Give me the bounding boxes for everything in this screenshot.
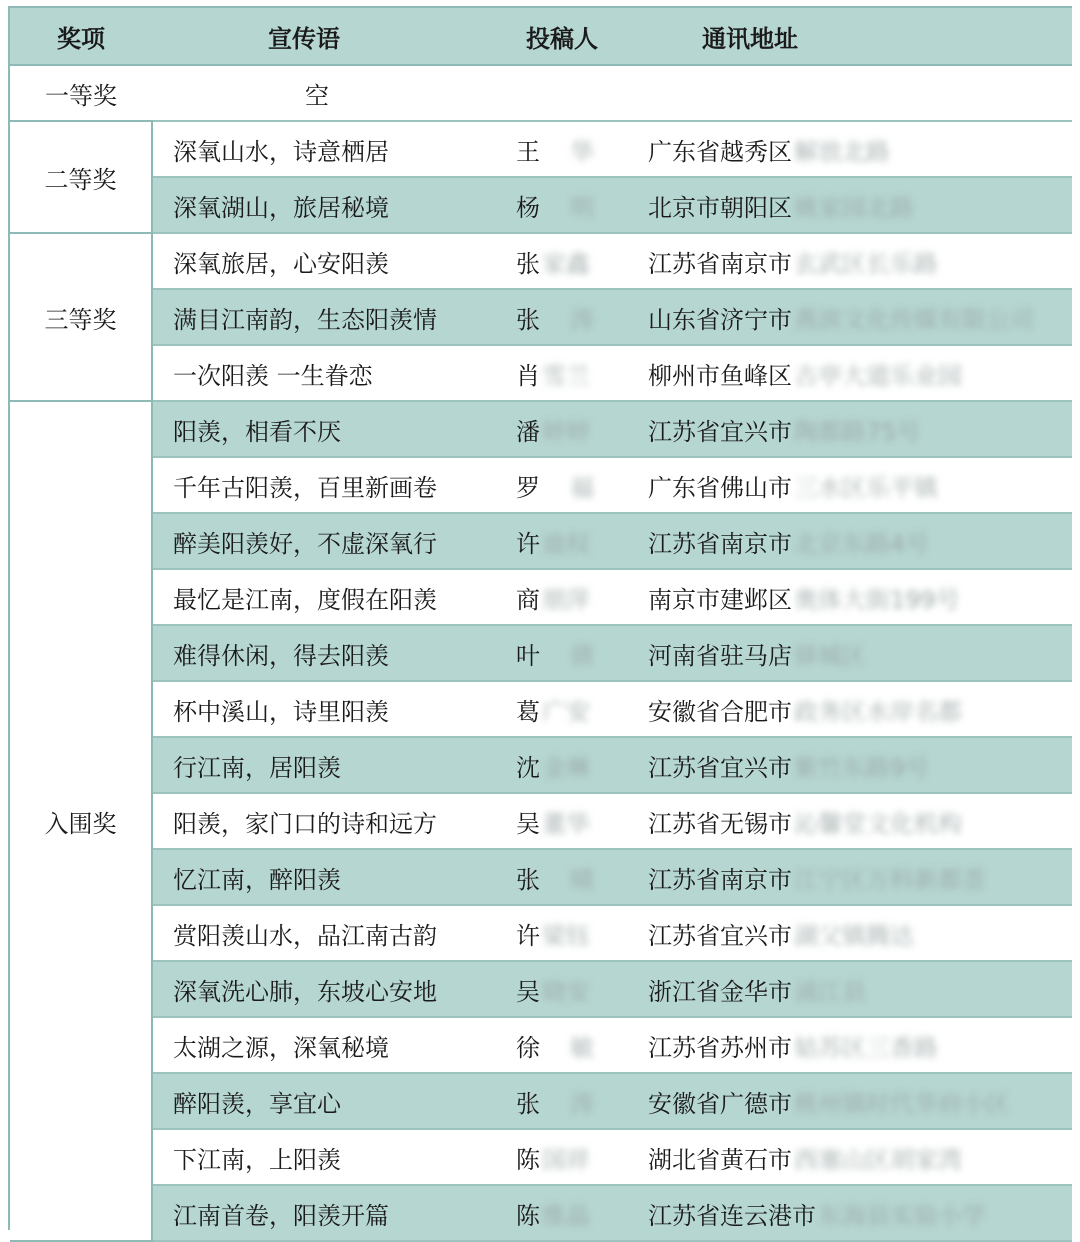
address-visible: 江苏省苏州市 (648, 1033, 792, 1062)
header-address: 通讯地址 (622, 8, 1072, 65)
address-blurred: 西塞山区胡家湾 (794, 1145, 962, 1174)
table-row (10, 345, 1072, 401)
address-blurred: 玄武区长乐路 (794, 249, 938, 278)
address-cell (622, 625, 1072, 681)
author-cell (482, 737, 622, 793)
author-cell (482, 849, 622, 905)
address-visible: 南京市建邺区 (648, 585, 792, 614)
author-name-blurred: 家鑫 (542, 249, 590, 278)
author-surname: 张 (516, 1089, 540, 1118)
address-cell (622, 457, 1072, 513)
address-cell (622, 177, 1072, 233)
address-blurred: 江宁区万科新都荟 (794, 865, 986, 894)
address-visible: 安徽省广德市 (648, 1089, 792, 1118)
table-row (10, 401, 1072, 457)
author-name-blurred: 国祥 (542, 1145, 590, 1174)
author-surname: 许 (516, 921, 540, 950)
author-cell (482, 345, 622, 401)
table-row (10, 457, 1072, 513)
address-blurred: 燕滨文化传媒有限公司 (794, 305, 1034, 334)
author-surname: 吴 (516, 809, 540, 838)
slogan-cell: 难得休闲，得去阳羡 (152, 625, 482, 681)
slogan-cell: 忆江南，醉阳羡 (152, 849, 482, 905)
table-row (10, 681, 1072, 737)
author-cell (482, 401, 622, 457)
author-name-blurred: 明 (570, 193, 594, 222)
address-visible: 江苏省南京市 (648, 865, 792, 894)
table-row (10, 65, 1072, 121)
author-surname: 张 (516, 249, 540, 278)
address-blurred: 解放北路 (794, 137, 890, 166)
author-cell (482, 289, 622, 345)
address-cell (622, 793, 1072, 849)
author-surname: 徐 (516, 1033, 540, 1062)
address-cell (622, 1129, 1072, 1185)
author-surname: 张 (516, 865, 540, 894)
award-cell: 三等奖 (10, 233, 152, 401)
address-cell (622, 65, 1072, 121)
author-cell (482, 233, 622, 289)
author-cell (482, 1129, 622, 1185)
table-row (10, 793, 1072, 849)
address-blurred: 姑苏区三香路 (794, 1033, 938, 1062)
address-blurred: 政务区水岸名都 (794, 697, 962, 726)
table-row (10, 905, 1072, 961)
slogan-cell: 最忆是江南，度假在阳羡 (152, 569, 482, 625)
slogan-cell: 太湖之源，深氧秘境 (152, 1017, 482, 1073)
address-cell (622, 513, 1072, 569)
author-cell (482, 1017, 622, 1073)
address-visible: 浙江省金华市 (648, 977, 792, 1006)
slogan-cell: 阳羡，家门口的诗和远方 (152, 793, 482, 849)
author-name-blurred: 维晶 (542, 1201, 590, 1230)
slogan-cell: 江南首卷，阳羡开篇 (152, 1185, 482, 1241)
address-visible: 江苏省南京市 (648, 529, 792, 558)
author-surname: 沈 (516, 753, 540, 782)
author-cell (482, 177, 622, 233)
address-cell (622, 289, 1072, 345)
author-cell (482, 1185, 622, 1241)
slogan-cell: 深氧旅居，心安阳羡 (152, 233, 482, 289)
address-blurred: 奥体大街199号 (794, 585, 960, 614)
table-row (10, 177, 1072, 233)
address-cell (622, 233, 1072, 289)
address-visible: 广东省越秀区 (648, 137, 792, 166)
author-cell (482, 1073, 622, 1129)
address-visible: 江苏省宜兴市 (648, 753, 792, 782)
address-visible: 柳州市鱼峰区 (648, 361, 792, 390)
address-blurred: 陶都路75号 (794, 417, 921, 446)
table-row (10, 1017, 1072, 1073)
author-surname: 吴 (516, 977, 540, 1006)
author-name-blurred: 涛 (570, 1089, 594, 1118)
address-blurred: 桃州镇时代华府小区 (794, 1089, 1010, 1118)
address-visible: 北京市朝阳区 (648, 193, 792, 222)
author-cell (482, 569, 622, 625)
address-cell (622, 1185, 1072, 1241)
address-cell (622, 737, 1072, 793)
address-cell (622, 401, 1072, 457)
address-visible: 江苏省宜兴市 (648, 417, 792, 446)
author-name-blurred: 华 (570, 137, 594, 166)
author-surname: 葛 (516, 697, 540, 726)
author-name-blurred: 倩 (570, 641, 594, 670)
address-cell (622, 681, 1072, 737)
awards-table (10, 8, 1072, 1242)
awards-table-container (8, 6, 1072, 1230)
author-name-blurred: 敏 (570, 1033, 594, 1062)
address-blurred: 驿城区 (794, 641, 866, 670)
address-cell (622, 1073, 1072, 1129)
author-cell (482, 513, 622, 569)
table-row (10, 233, 1072, 289)
table-row (10, 289, 1072, 345)
author-name-blurred: 雪兰 (542, 361, 590, 390)
author-name-blurred: 晓安 (542, 977, 590, 1006)
address-visible: 江苏省无锡市 (648, 809, 792, 838)
author-surname: 商 (516, 585, 540, 614)
award-cell: 入围奖 (10, 401, 152, 1241)
award-cell: 二等奖 (10, 121, 152, 233)
slogan-cell: 深氧山水，诗意栖居 (152, 121, 482, 177)
author-surname: 陈 (516, 1145, 540, 1174)
author-name-blurred: 婷婷 (542, 417, 590, 446)
author-name-blurred: 广安 (542, 697, 590, 726)
author-surname: 张 (516, 305, 540, 334)
slogan-cell: 一次阳羡 一生眷恋 (152, 345, 482, 401)
address-blurred: 东海县实验小学 (818, 1201, 986, 1230)
address-visible: 江苏省连云港市 (648, 1201, 816, 1230)
slogan-cell: 阳羡，相看不厌 (152, 401, 482, 457)
address-blurred: 北京东路4号 (794, 529, 930, 558)
table-row (10, 513, 1072, 569)
table-header-row (10, 8, 1072, 65)
address-cell (622, 121, 1072, 177)
author-name-blurred: 金琳 (542, 753, 590, 782)
slogan-cell: 赏阳羡山水，品江南古韵 (152, 905, 482, 961)
table-row (10, 737, 1072, 793)
author-surname: 杨 (516, 193, 540, 222)
address-visible: 广东省佛山市 (648, 473, 792, 502)
author-name-blurred: 朋萍 (542, 585, 590, 614)
author-surname: 肖 (516, 361, 540, 390)
author-surname: 许 (516, 529, 540, 558)
address-blurred: 紫竹东路9号 (794, 753, 930, 782)
table-row (10, 625, 1072, 681)
table-row (10, 569, 1072, 625)
author-cell (482, 961, 622, 1017)
slogan-cell: 醉阳羡，享宜心 (152, 1073, 482, 1129)
address-cell (622, 345, 1072, 401)
slogan-cell: 深氧湖山，旅居秘境 (152, 177, 482, 233)
address-visible: 湖北省黄石市 (648, 1145, 792, 1174)
author-cell (482, 793, 622, 849)
author-surname: 叶 (516, 641, 540, 670)
author-name-blurred: 迪权 (542, 529, 590, 558)
award-first-prize: 一等奖 (10, 65, 152, 121)
author-cell (482, 905, 622, 961)
table-body (10, 65, 1072, 1241)
table-row (10, 849, 1072, 905)
address-visible: 河南省驻马店 (648, 641, 792, 670)
slogan-cell: 下江南，上阳羡 (152, 1129, 482, 1185)
header-award: 奖项 (10, 8, 152, 65)
address-blurred: 浦江县 (794, 977, 866, 1006)
author-name-blurred: 福 (570, 473, 594, 502)
slogan-cell: 醉美阳羡好，不虚深氧行 (152, 513, 482, 569)
author-surname: 陈 (516, 1201, 540, 1230)
address-cell (622, 849, 1072, 905)
address-cell (622, 1017, 1072, 1073)
slogan-cell: 行江南，居阳羡 (152, 737, 482, 793)
address-visible: 山东省济宁市 (648, 305, 792, 334)
table-row (10, 1129, 1072, 1185)
address-blurred: 古亭大道乐业园 (794, 361, 962, 390)
table-row (10, 961, 1072, 1017)
author-surname: 王 (516, 137, 540, 166)
slogan-cell: 杯中溪山，诗里阳羡 (152, 681, 482, 737)
address-blurred: 湖父镇腾达 (794, 921, 914, 950)
table-row (10, 121, 1072, 177)
address-blurred: 沁馨堂文化机构 (794, 809, 962, 838)
slogan-cell: 深氧洗心肺，东坡心安地 (152, 961, 482, 1017)
author-cell (482, 681, 622, 737)
address-visible: 江苏省南京市 (648, 249, 792, 278)
header-slogan: 宣传语 (152, 8, 482, 65)
author-name-blurred: 晴 (570, 865, 594, 894)
address-blurred: 三水区乐平镇 (794, 473, 938, 502)
author-cell (482, 625, 622, 681)
address-cell (622, 961, 1072, 1017)
author-name-blurred: 董华 (542, 809, 590, 838)
author-name-blurred: 涛 (570, 305, 594, 334)
address-blurred: 姚家园北路 (794, 193, 914, 222)
address-cell (622, 569, 1072, 625)
table-row (10, 1073, 1072, 1129)
author-cell (482, 65, 622, 121)
table-row (10, 1185, 1072, 1241)
author-surname: 潘 (516, 417, 540, 446)
address-visible: 江苏省宜兴市 (648, 921, 792, 950)
author-cell (482, 121, 622, 177)
author-surname: 罗 (516, 473, 540, 502)
author-cell (482, 457, 622, 513)
slogan-cell: 空 (152, 65, 482, 121)
header-author: 投稿人 (482, 8, 622, 65)
address-cell (622, 905, 1072, 961)
author-name-blurred: 梁钰 (542, 921, 590, 950)
slogan-cell: 千年古阳羡，百里新画卷 (152, 457, 482, 513)
address-visible: 安徽省合肥市 (648, 697, 792, 726)
slogan-cell: 满目江南韵，生态阳羡情 (152, 289, 482, 345)
